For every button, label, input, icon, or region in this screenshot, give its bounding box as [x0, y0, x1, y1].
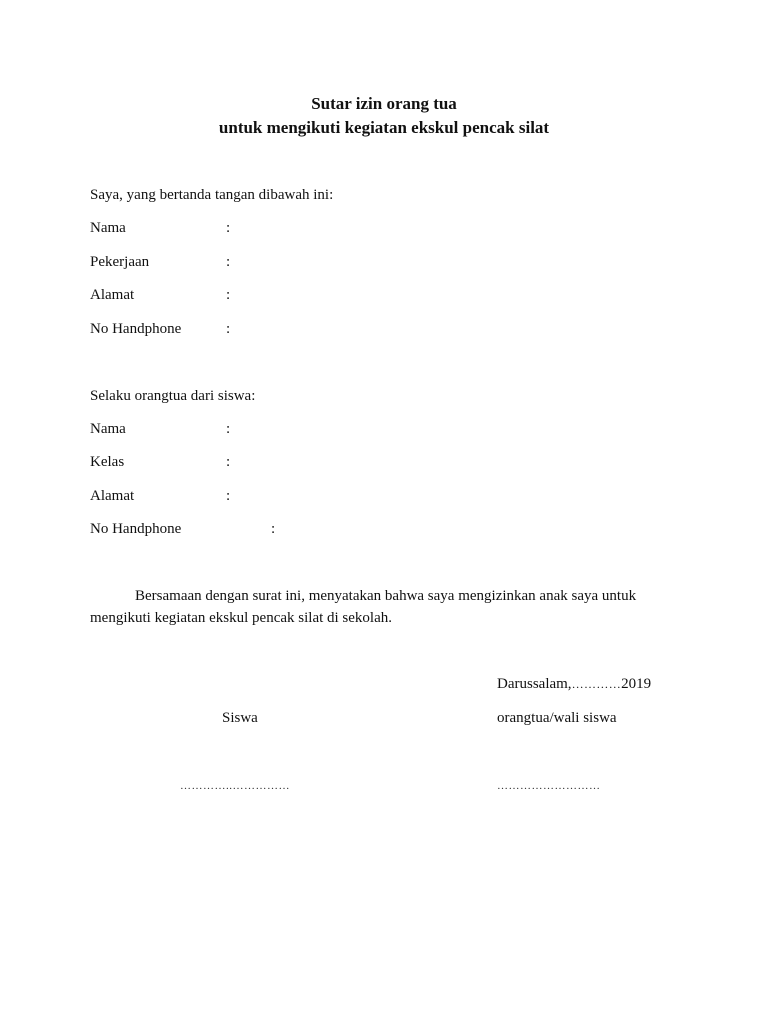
student-address-label: Alamat — [90, 488, 135, 504]
student-address-separator: : — [226, 488, 231, 504]
statement-line1: Bersamaan dengan surat ini, menyatakan bahwa saya mengizinkan anak saya untuk — [135, 588, 637, 604]
parent-signature-line: ……………………… — [497, 780, 601, 792]
parent-address-label: Alamat — [90, 287, 135, 303]
parent-name-separator: : — [226, 220, 231, 236]
statement-line2: mengikuti kegiatan ekskul pencak silat di sekolah. — [90, 610, 393, 626]
student-phone-label: No Handphone — [90, 521, 182, 537]
parent-signature-label: orangtua/wali siswa — [497, 710, 617, 726]
student-name-separator: : — [226, 421, 231, 437]
student-signature-line: …………..…………… — [180, 780, 290, 792]
parent-phone-label: No Handphone — [90, 321, 182, 337]
student-name-label: Nama — [90, 421, 126, 437]
place-name: Darussalam, — [497, 676, 572, 692]
parent-occupation-separator: : — [226, 254, 231, 270]
parent-occupation-label: Pekerjaan — [90, 254, 150, 270]
student-phone-separator: : — [271, 521, 276, 537]
parent-name-label: Nama — [90, 220, 126, 236]
place-date — [497, 676, 651, 693]
parent-intro: Saya, yang bertanda tangan dibawah ini: — [90, 187, 334, 203]
date-dots: ………… — [571, 677, 622, 691]
student-intro: Selaku orangtua dari siswa: — [90, 388, 256, 404]
student-class-separator: : — [226, 454, 231, 470]
letter-title-line1: Sutar izin orang tua — [311, 94, 457, 113]
student-class-label: Kelas — [90, 454, 125, 470]
date-year: 2019 — [621, 676, 652, 692]
parent-phone-separator: : — [226, 321, 231, 337]
parent-address-separator: : — [226, 287, 231, 303]
student-signature-label: Siswa — [222, 710, 258, 726]
letter-title-line2: untuk mengikuti kegiatan ekskul pencak silat — [218, 118, 550, 137]
